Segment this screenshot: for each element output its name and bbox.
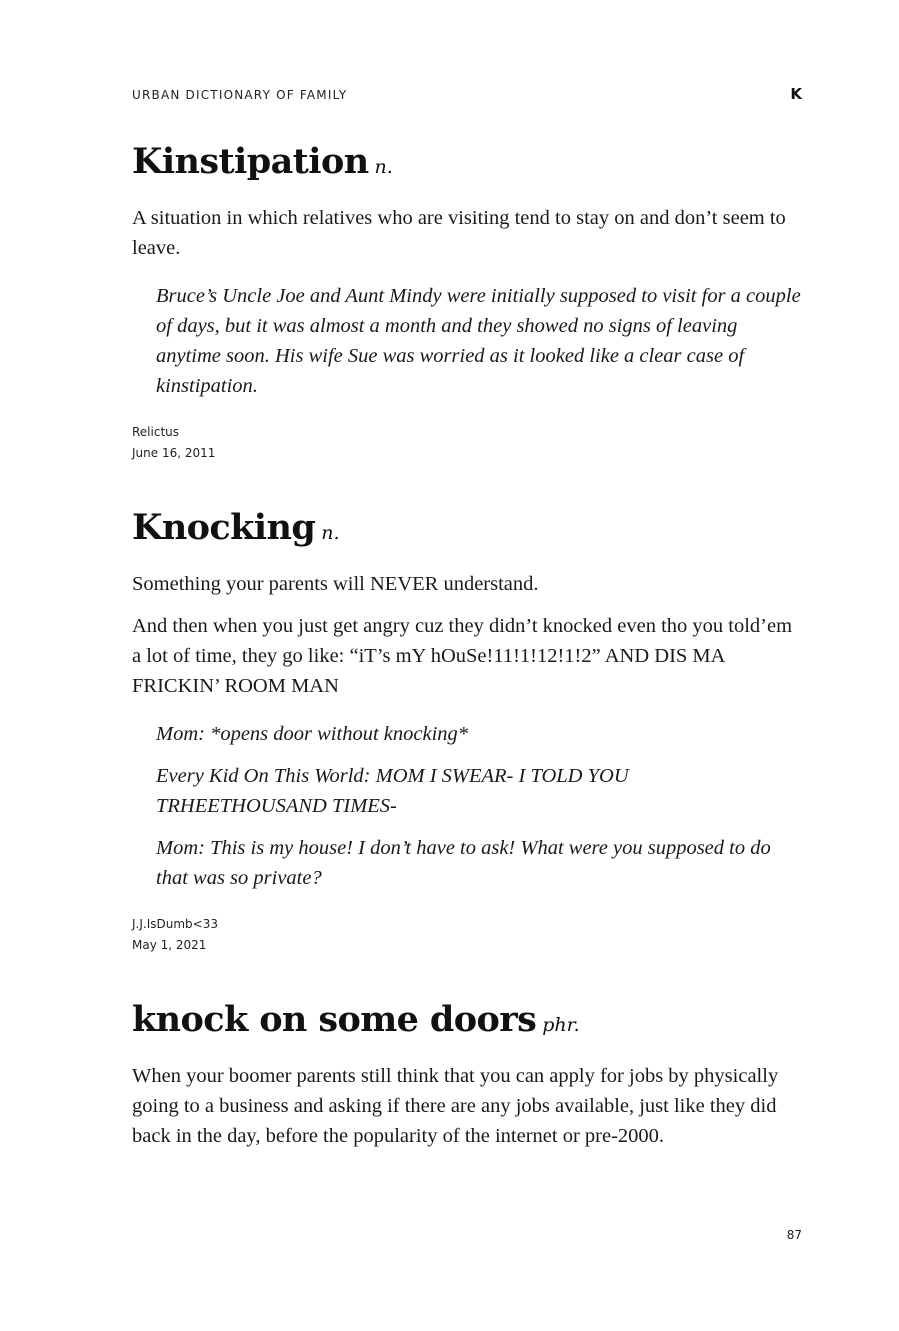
part-of-speech: phr. <box>542 1014 580 1036</box>
part-of-speech: n. <box>321 522 340 544</box>
entry-headword <box>132 998 804 1047</box>
entry-example: Every Kid On This World: MOM I SWEAR- I TOLD YOU TRHEETHOUSAND TIMES- <box>156 765 629 817</box>
entry-headword <box>132 506 804 555</box>
running-header <box>132 85 804 108</box>
dictionary-entry <box>132 140 804 464</box>
dictionary-entry <box>132 506 804 956</box>
entry-example: Mom: *opens door without knocking* <box>156 723 469 745</box>
dictionary-entry <box>132 998 804 1151</box>
headword-text: knock on some doors <box>132 999 537 1040</box>
section-letter: K <box>790 85 802 103</box>
entry-date: May 1, 2021 <box>132 938 207 952</box>
page-number: 87 <box>786 1228 802 1242</box>
entry-example: Bruce’s Uncle Joe and Aunt Mindy were initially supposed to visit for a couple of days, but it was almost a month and they showed no signs of leaving anytime soon. His wife Sue was worried as it looked like a clear case of kinstipation. <box>156 285 801 397</box>
part-of-speech: n. <box>374 156 393 178</box>
entry-date: June 16, 2011 <box>132 446 216 460</box>
headword-text: Kinstipation <box>132 141 369 182</box>
entry-author: J.J.IsDumb<33 <box>132 917 218 931</box>
entry-example: Mom: This is my house! I don’t have to ask! What were you supposed to do that was so private? <box>156 837 771 889</box>
dictionary-page <box>132 0 804 1331</box>
headword-text: Knocking <box>132 507 316 548</box>
entry-definition: When your boomer parents still think that you can apply for jobs by physically going to a business and asking if there are any jobs available, just like they did back in the day, before the popularity of the internet or pre-2000. <box>132 1065 779 1147</box>
entry-author: Relictus <box>132 425 180 439</box>
entry-definition: A situation in which relatives who are visiting tend to stay on and don’t seem to leave. <box>132 207 786 259</box>
entry-headword <box>132 140 804 189</box>
entry-definition: Something your parents will NEVER understand. <box>132 573 539 595</box>
book-title: URBAN DICTIONARY OF FAMILY <box>132 88 348 102</box>
entry-definition: And then when you just get angry cuz they didn’t knocked even tho you told’em a lot of time, they go like: “iT’s mY hOuSe!11!1!12!1!2” AND DIS MA FRICKIN’ ROOM MAN <box>132 615 793 697</box>
